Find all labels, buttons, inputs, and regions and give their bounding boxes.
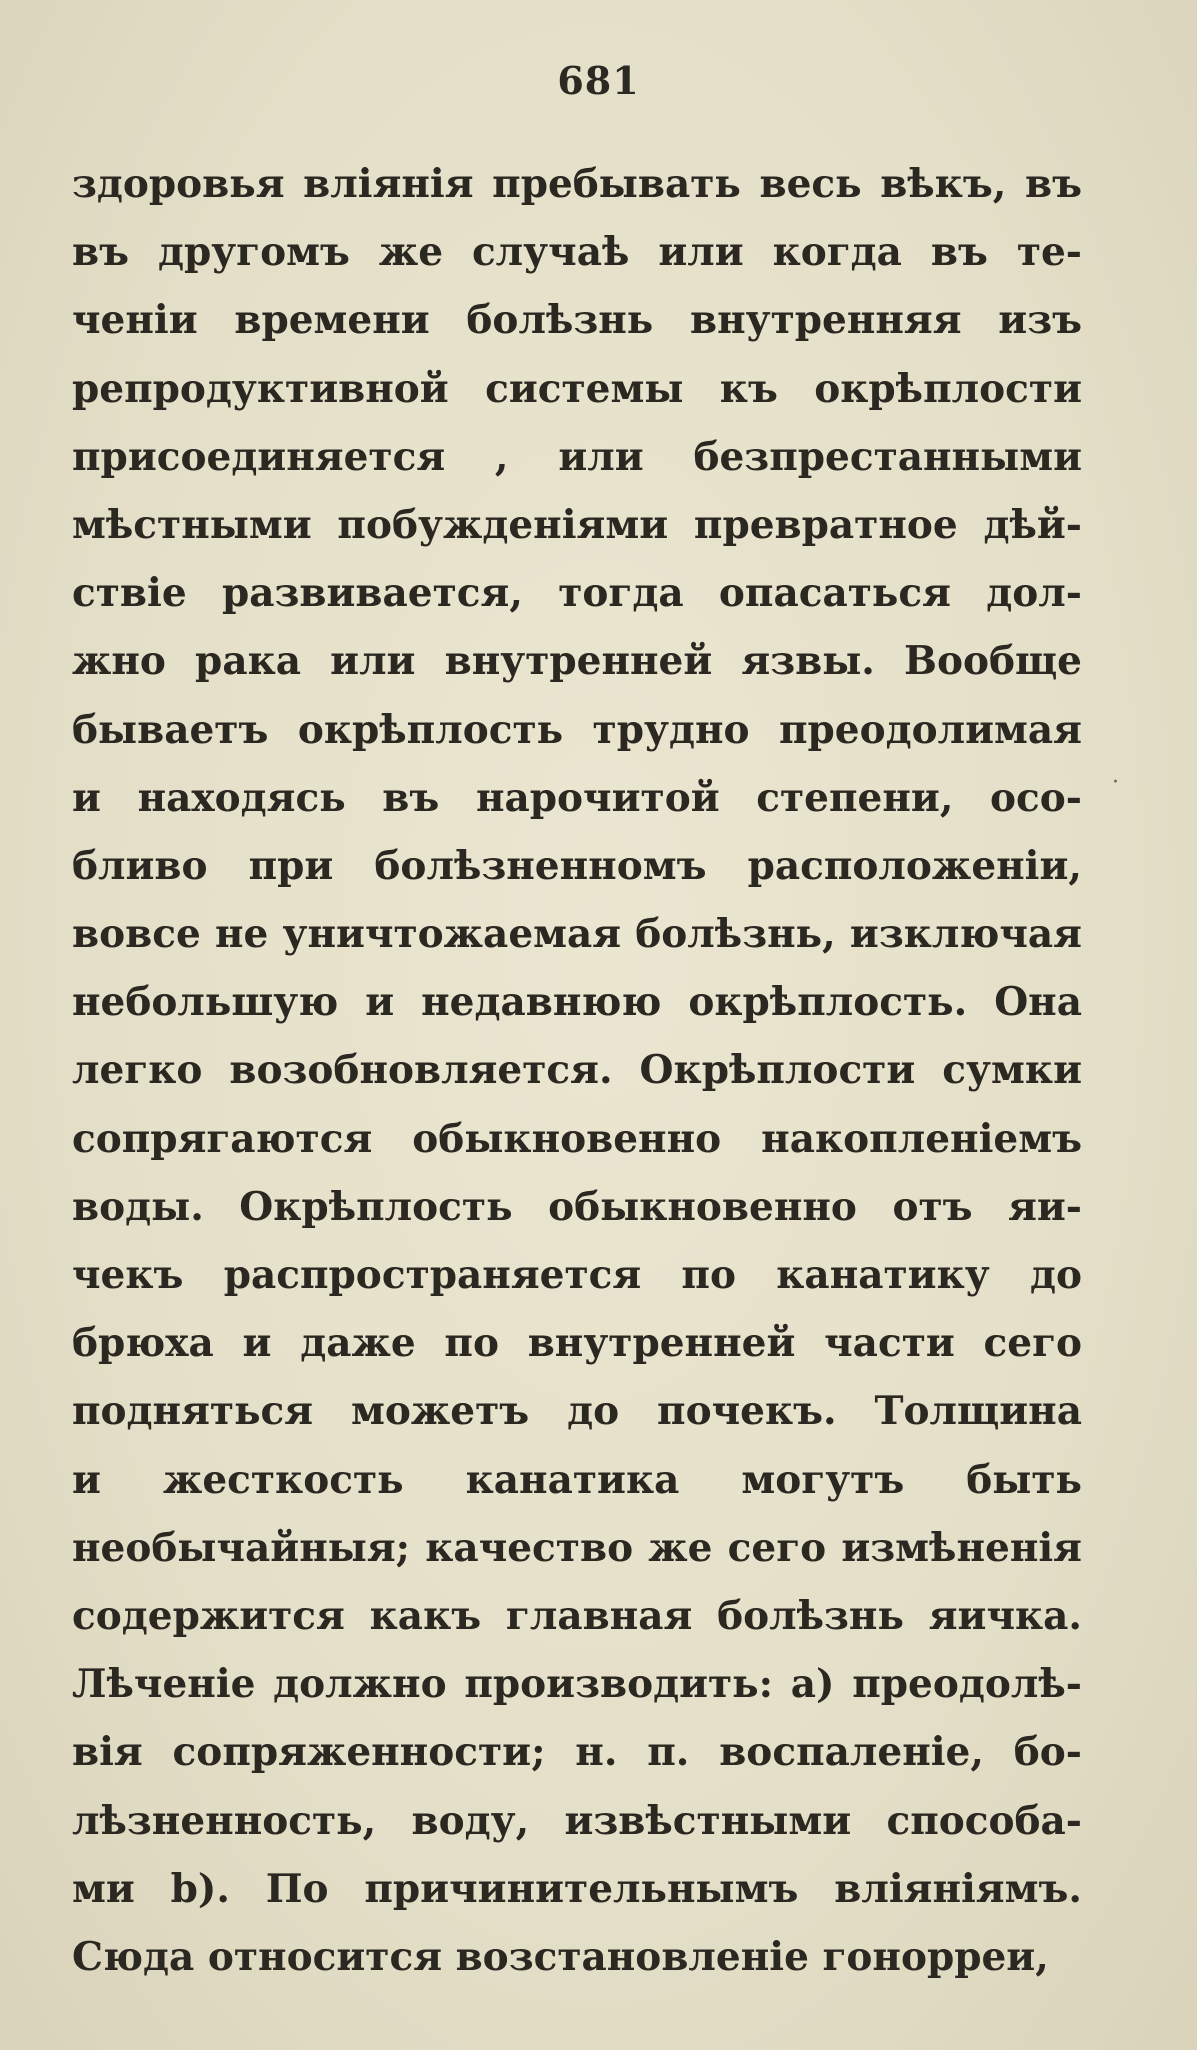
text-line: лѣзненность, воду, извѣстными способа- [72, 1797, 1082, 1844]
text-line: необычайныя; качество же сего измѣненiя [72, 1524, 1082, 1571]
page-number: 681 [557, 58, 640, 103]
text-line: содержится какъ главная болѣзнь яичка. [72, 1592, 1082, 1639]
text-line: брюха и даже по внутренней части сего [72, 1320, 1082, 1367]
text-line: Лѣченiе должно производить: a) преодолѣ- [72, 1661, 1082, 1708]
text-line: ченiи времени болѣзнь внутренняя изъ [72, 297, 1082, 344]
text-line: сопрягаются обыкновенно накопленiемъ [72, 1115, 1082, 1162]
text-line: въ другомъ же случаѣ или когда въ те- [72, 229, 1082, 276]
body-text [72, 150, 1082, 1991]
margin-mark: · [1112, 770, 1119, 795]
text-line: подняться можетъ до почекъ. Толщина [72, 1388, 1082, 1435]
text-line: чекъ распространяется по канатику до [72, 1252, 1082, 1298]
text-line: присоединяется , или безпрестанными [72, 433, 1082, 480]
text-line: ми b). По причинительнымъ влiянiямъ. [72, 1865, 1082, 1912]
text-line: небольшую и недавнюю окрѣплость. Она [72, 979, 1082, 1026]
text-line: и находясь въ нарочитой степени, осо- [72, 774, 1082, 821]
text-line: репродуктивной системы къ окрѣплости [72, 365, 1082, 412]
text-line: вовсе не уничтожаемая болѣзнь, изключая [72, 911, 1082, 958]
text-line: бливо при болѣзненномъ расположенiи, [72, 842, 1082, 889]
text-line: и жесткость канатика могутъ быть [72, 1456, 1082, 1503]
text-line: бываетъ окрѣплость трудно преодолимая [72, 706, 1082, 753]
text-line: вiя сопряженности; н. п. воспаленiе, бо- [72, 1729, 1082, 1776]
text-line: воды. Окрѣплость обыкновенно отъ яи- [72, 1183, 1082, 1230]
text-line: легко возобновляется. Окрѣплости сумки [72, 1047, 1082, 1094]
text-line: здоровья влiянiя пребывать весь вѣкъ, въ [72, 161, 1082, 207]
text-line: жно рака или внутренней язвы. Вообще [72, 638, 1082, 685]
text-line: Сюда относится возстановленiе гонорреи, [72, 1933, 1049, 1980]
text-line: ствiе развивается, тогда опасаться дол- [72, 570, 1082, 617]
text-line: мѣстными побужденiями превратное дѣй- [72, 501, 1082, 548]
